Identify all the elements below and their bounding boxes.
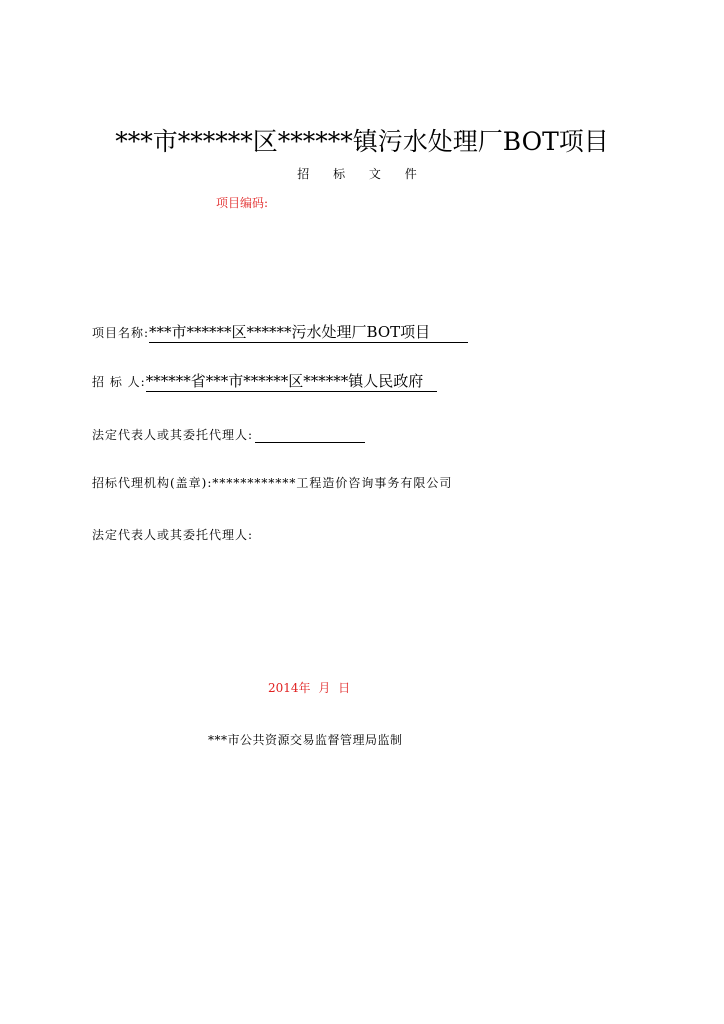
tenderer-value: ******省***市******区******镇人民政府 bbox=[146, 373, 438, 392]
document-subtitle: 招 标 文 件 bbox=[297, 167, 427, 181]
legal-representative-label-1: 法定代表人或其委托代理人: bbox=[92, 428, 254, 442]
document-title: ***市******区******镇污水处理厂BOT项目 bbox=[115, 127, 609, 156]
document-date: 2014年 月 日 bbox=[268, 681, 351, 695]
agency-row bbox=[92, 474, 452, 491]
project-name-label: 项目名称: bbox=[92, 326, 150, 340]
agency-label: 招标代理机构(盖章): bbox=[92, 476, 213, 490]
project-code-label: 项目编码: bbox=[216, 196, 269, 210]
tenderer-row bbox=[92, 371, 437, 392]
legal-representative-label-2: 法定代表人或其委托代理人: bbox=[92, 528, 254, 542]
tenderer-label: 招 标 人: bbox=[92, 375, 146, 389]
agency-value: ************工程造价咨询事务有限公司 bbox=[212, 476, 453, 490]
project-name-value: ***市******区******污水处理厂BOT项目 bbox=[149, 324, 468, 343]
signature-blank-line bbox=[255, 428, 365, 443]
legal-representative-row-1 bbox=[92, 424, 365, 443]
supervisor-note: ***市公共资源交易监督管理局监制 bbox=[208, 733, 403, 747]
project-name-row bbox=[92, 322, 468, 343]
